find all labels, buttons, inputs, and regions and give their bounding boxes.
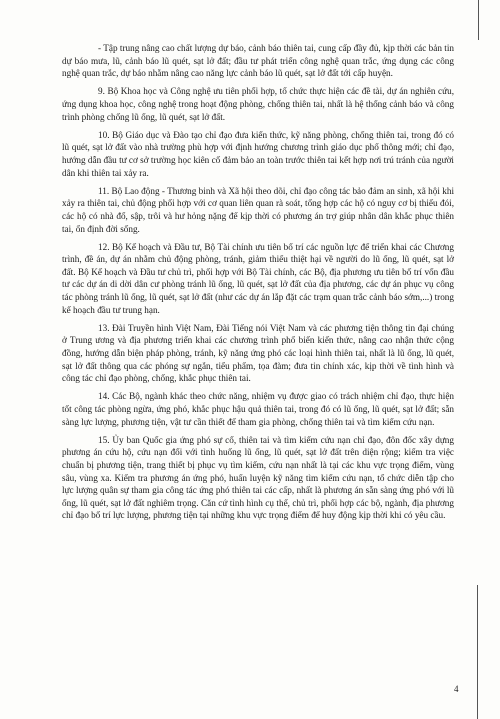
paragraph-planning-finance: 12. Bộ Kế hoạch và Đầu tư, Bộ Tài chính ưu tiên bố trí các nguồn lực để triển khai các Chương trình, đề án, dự án nhằm chủ động phòng, tránh, giảm thiểu thiệt hại về người do lũ ống, lũ quét, sạt lở đất. Bộ Kế hoạch và Đầu tư chủ trì, phối hợp với Bộ Tài chính, các Bộ, địa phương ưu tiên bố trí vốn đầu tư các dự án di dời dân cư phòng tránh lũ ống, lũ quét, sạt lở đất của địa phương, các dự án phục vụ công tác phòng tránh lũ ống, lũ quét, sạt lở đất (như các dự án lắp đặt các trạm quan trắc cảnh báo sớm,...) trong kế hoạch đầu tư trung hạn. <box>62 241 454 315</box>
page-number: 4 <box>454 684 459 694</box>
document-body <box>62 42 454 528</box>
paragraph-science-technology: 9. Bộ Khoa học và Công nghệ ưu tiên phối hợp, tổ chức thực hiện các đề tài, dự án nghiên cứu, ứng dụng khoa học, công nghệ trong hoạt động phòng, chống thiên tai, nhất là hệ thống cảnh báo và công trình phòng chống lũ ống, lũ quét, sạt lở đất. <box>62 86 454 122</box>
paragraph-national-committee: 15. Ủy ban Quốc gia ứng phó sự cố, thiên tai và tìm kiếm cứu nạn chỉ đạo, đôn đốc xây dựng phương án cứu hộ, cứu nạn đối với tình huống lũ ống, lũ quét, sạt lở đất trên diện rộng; kiểm tra việc chuẩn bị phương tiện, trang thiết bị phục vụ tìm kiếm, cứu nạn nhất là tại các khu vực trọng điểm, vùng sâu, vùng xa. Kiểm tra phương án ứng phó, huấn luyện kỹ năng tìm kiếm cứu nạn, tổ chức diễn tập cho lực lượng quân sự tham gia công tác ứng phó thiên tai các cấp, nhất là phương án sẵn sàng ứng phó với lũ ống, lũ quét, sạt lở đất nghiêm trọng. Căn cứ tình hình cụ thể, chủ trì, phối hợp các bộ, ngành, địa phương chỉ đạo bố trí lực lượng, phương tiện tại những khu vực trọng điểm để huy động kịp thời khi có yêu cầu. <box>62 434 454 521</box>
paragraph-labour-social: 11. Bộ Lao động - Thương binh và Xã hội theo dõi, chỉ đạo công tác bảo đảm an sinh, xã hội khi xảy ra thiên tai, chủ động phối hợp với cơ quan liên quan rà soát, tổng hợp các hộ có nguy cơ bị thiếu đói, các hộ có nhà đổ, sập, trôi và hư hỏng nặng để kịp thời có phương án trợ giúp nhân dân khắc phục thiên tai, ổn định đời sống. <box>62 185 454 234</box>
paragraph-forecast-quality: - Tập trung nâng cao chất lượng dự báo, cảnh báo thiên tai, cung cấp đầy đủ, kịp thời các bản tin dự báo mưa, lũ, cảnh báo lũ quét, sạt lở đất; đầu tư phát triển công nghệ quan trắc, ứng dụng các công nghệ quan trắc, dự báo nhằm nâng cao năng lực cảnh báo lũ quét, sạt lở đất tới cấp huyện. <box>62 43 454 79</box>
paragraph-education: 10. Bộ Giáo dục và Đào tạo chỉ đạo đưa kiến thức, kỹ năng phòng, chống thiên tai, trong đó có lũ quét, sạt lở đất vào nhà trường phù hợp với định hướng chương trình giáo dục phổ thông mới; chỉ đạo, hướng dẫn đầu tư cơ sở trường học kiên cố đảm bảo an toàn trước thiên tai kết hợp nơi trú tránh của người dân khi thiên tai xảy ra. <box>62 129 454 178</box>
paragraph-television-radio: 13. Đài Truyền hình Việt Nam, Đài Tiếng nói Việt Nam và các phương tiện thông tin đại chúng ở Trung ương và địa phương triển khai các chương trình phổ biến kiến thức, nâng cao nhận thức cộng đồng, hướng dẫn biện pháp phòng, tránh, kỹ năng ứng phó các loại hình thiên tai, nhất là lũ ống, lũ quét, sạt lở đất thông qua các phóng sự ngắn, tiểu phẩm, tọa đàm; đưa tin chính xác, kịp thời về tình hình và công tác chỉ đạo phòng, chống, khắc phục thiên tai. <box>62 322 454 384</box>
scan-edge-line <box>477 585 478 719</box>
paragraph-other-ministries: 14. Các Bộ, ngành khác theo chức năng, nhiệm vụ được giao có trách nhiệm chỉ đạo, thực hiện tốt công tác phòng ngừa, ứng phó, khắc phục hậu quả thiên tai, trong đó có lũ ống, lũ quét, sạt lở đất; sẵn sàng lực lượng, phương tiện, vật tư cần thiết để tham gia phòng, chống thiên tai và tìm kiếm cứu nạn. <box>62 391 454 427</box>
scan-edge-line <box>478 0 479 40</box>
